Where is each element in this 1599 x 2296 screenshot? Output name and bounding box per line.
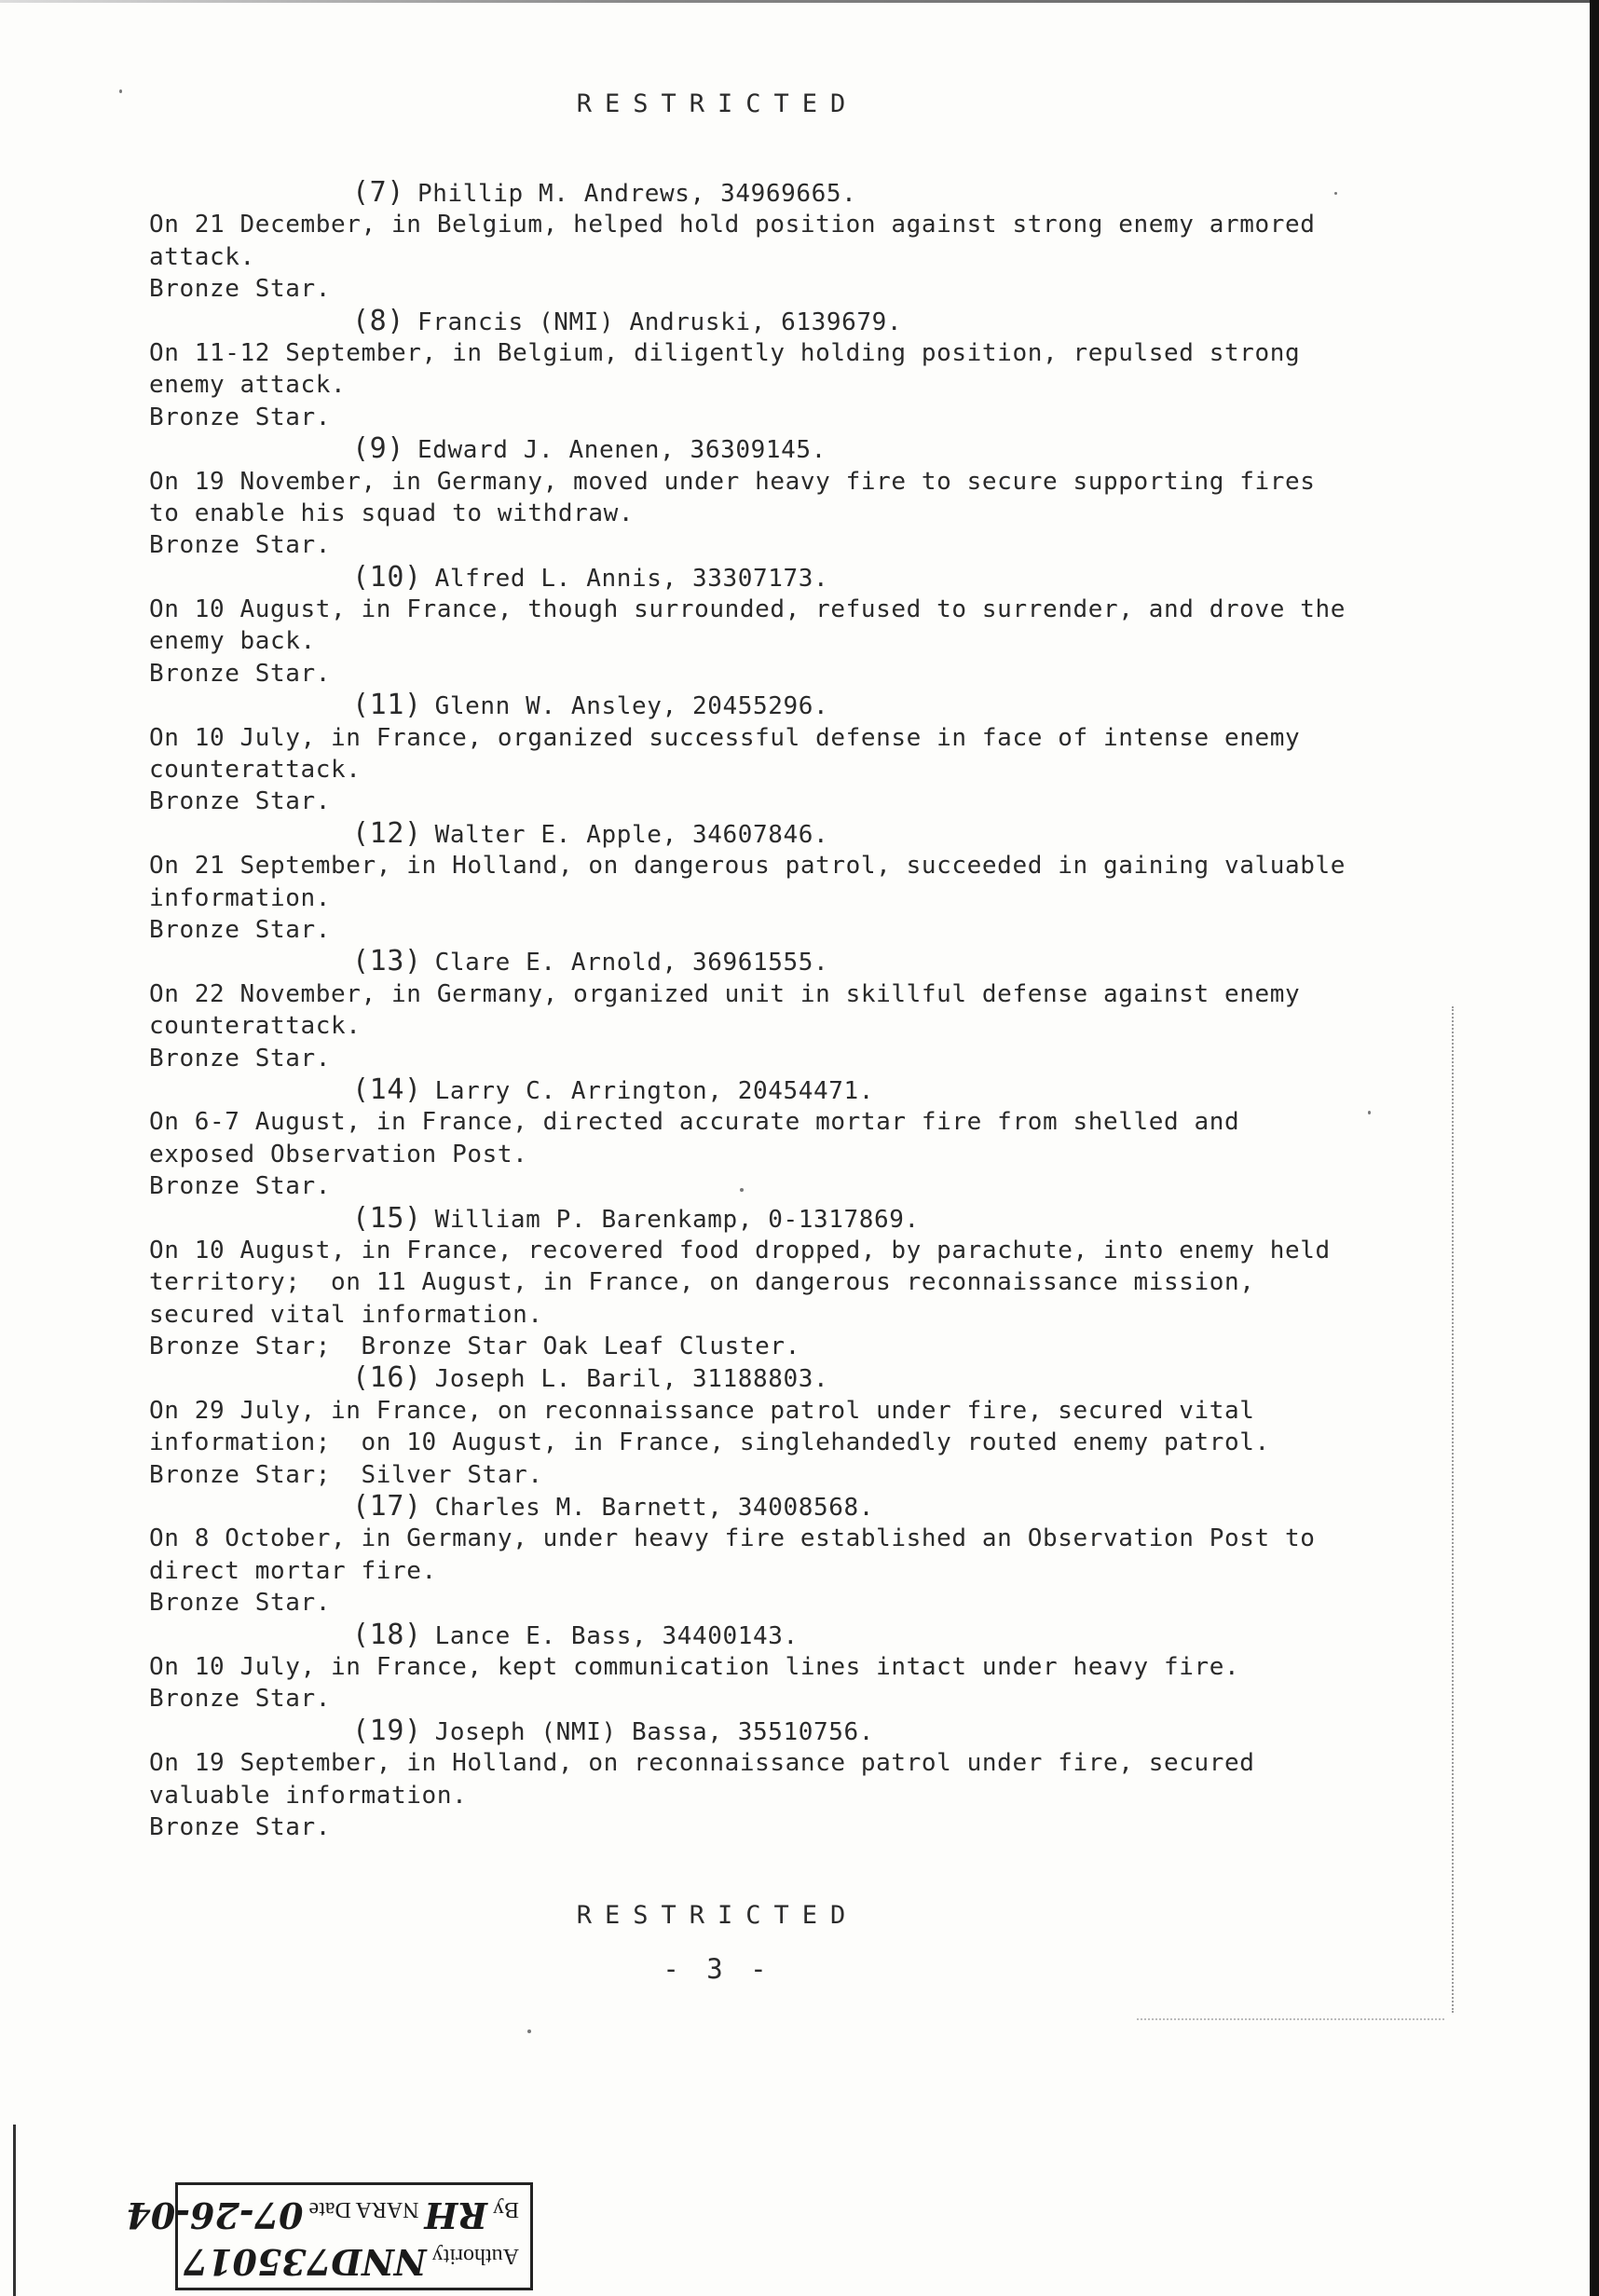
soldier-name-serial: Clare E. Arnold, 36961555. (434, 949, 829, 977)
citation-line: counterattack. (149, 1012, 362, 1041)
award-line: Bronze Star. (149, 1172, 332, 1201)
scan-speck (527, 2030, 531, 2033)
citation-line: counterattack. (149, 756, 362, 785)
citation-line: On 10 July, in France, kept communication lines intact under heavy fire. (149, 1652, 1240, 1681)
entry-number: (17) (352, 1490, 422, 1524)
declassification-stamp (126, 2182, 533, 2290)
entry-name-line (149, 690, 1398, 721)
stamp-date-line (126, 2189, 519, 2236)
scan-edge-left (13, 2125, 16, 2296)
entry-number: (12) (352, 816, 422, 850)
award-line: Bronze Star. (149, 403, 332, 431)
citation-line: On 11-12 September, in Belgium, diligently holding position, repulsed strong (149, 338, 1301, 367)
citation-line: to enable his squad to withdraw. (149, 499, 635, 527)
citation-line: On 10 July, in France, organized successful defense in face of intense enemy (149, 723, 1301, 752)
soldier-name-serial: William P. Barenkamp, 0-1317869. (434, 1205, 920, 1234)
citation-line: secured vital information. (149, 1300, 543, 1329)
award-entry (149, 818, 1398, 947)
citation-line: information. (149, 883, 332, 912)
entry-number: (8) (352, 304, 404, 337)
citation-line: information; on 10 August, in France, singlehandedly routed enemy patrol. (149, 1428, 1270, 1457)
award-entries (149, 177, 1398, 1843)
entry-number: (11) (352, 689, 422, 722)
entry-number: (14) (352, 1073, 422, 1106)
citation-line: On 10 August, in France, though surrounded, refused to surrender, and drove the (149, 595, 1346, 624)
award-line: Bronze Star. (149, 1812, 332, 1841)
citation-line: On 29 July, in France, on reconnaissance patrol under fire, secured vital (149, 1396, 1255, 1425)
citation-line: On 21 September, in Holland, on dangerous patrol, succeeded in gaining valuable (149, 852, 1346, 881)
citation-line: On 19 November, in Germany, moved under heavy fire to secure supporting fires (149, 467, 1316, 496)
award-line: Bronze Star; Bronze Star Oak Leaf Cluster. (149, 1332, 800, 1361)
restricted-footer: RESTRICTED (576, 1901, 859, 1930)
award-entry (149, 306, 1398, 434)
entry-name-line (149, 818, 1398, 850)
entry-name-line (149, 1074, 1398, 1106)
entry-name-line (149, 946, 1398, 977)
award-line: Bronze Star. (149, 1044, 332, 1073)
citation-line: On 22 November, in Germany, organized unit in skillful defense against enemy (149, 979, 1301, 1008)
entry-number: (10) (352, 560, 422, 594)
restricted-header: RESTRICTED (576, 89, 859, 118)
award-entry (149, 433, 1398, 562)
fold-line-right (1452, 1006, 1454, 2013)
stamp-authority-value: NND735017 (183, 2241, 427, 2283)
soldier-name-serial: Phillip M. Andrews, 34969665. (417, 180, 857, 208)
award-line: Bronze Star. (149, 1589, 332, 1618)
entry-name-line (149, 1715, 1398, 1747)
citation-line: enemy attack. (149, 371, 347, 400)
entry-name-line (149, 562, 1398, 594)
soldier-name-serial: Edward J. Anenen, 36309145. (417, 436, 827, 465)
citation-line: direct mortar fire. (149, 1556, 437, 1585)
stamp-authority-label: Authority (431, 2244, 519, 2268)
entry-name-line (149, 433, 1398, 465)
soldier-name-serial: Charles M. Barnett, 34008568. (434, 1494, 875, 1523)
citation-line: On 6-7 August, in France, directed accurate mortar fire from shelled and (149, 1108, 1240, 1137)
citation-line: attack. (149, 242, 255, 271)
award-line: Bronze Star. (149, 915, 332, 944)
soldier-name-serial: Alfred L. Annis, 33307173. (434, 564, 829, 593)
award-entry (149, 690, 1398, 818)
soldier-name-serial: Larry C. Arrington, 20454471. (434, 1076, 875, 1105)
citation-line: On 8 October, in Germany, under heavy fire established an Observation Post to (149, 1524, 1316, 1553)
entry-name-line (149, 1620, 1398, 1651)
award-entry (149, 562, 1398, 690)
scan-edge-right (1590, 0, 1599, 2296)
soldier-name-serial: Francis (NMI) Andruski, 6139679. (417, 308, 903, 336)
award-line: Bronze Star; Silver Star. (149, 1460, 543, 1489)
award-entry (149, 1715, 1398, 1844)
award-line: Bronze Star. (149, 275, 332, 304)
soldier-name-serial: Joseph L. Baril, 31188803. (434, 1365, 829, 1394)
award-entry (149, 1620, 1398, 1715)
stamp-nara-label: NARA Date (308, 2197, 419, 2221)
entry-number: (9) (352, 432, 404, 466)
soldier-name-serial: Joseph (NMI) Bassa, 35510756. (434, 1717, 875, 1746)
entry-number: (18) (352, 1618, 422, 1651)
citation-line: On 21 December, in Belgium, helped hold position against strong enemy armored (149, 211, 1316, 239)
soldier-name-serial: Lance E. Bass, 34400143. (434, 1621, 799, 1650)
stamp-by-value: RH (424, 2194, 487, 2236)
citation-line: territory; on 11 August, in France, on dangerous reconnaissance mission, (149, 1268, 1255, 1297)
entry-name-line (149, 1203, 1398, 1235)
stamp-by-label: By (492, 2197, 519, 2221)
award-entry (149, 177, 1398, 306)
entry-number: (15) (352, 1201, 422, 1235)
citation-line: valuable information. (149, 1781, 468, 1810)
entry-name-line (149, 177, 1398, 209)
soldier-name-serial: Glenn W. Ansley, 20455296. (434, 692, 829, 721)
entry-number: (13) (352, 945, 422, 978)
fold-line-bottom (1137, 2018, 1444, 2020)
award-entry (149, 1203, 1398, 1363)
citation-line: On 19 September, in Holland, on reconnaissance patrol under fire, secured (149, 1749, 1255, 1778)
award-line: Bronze Star. (149, 659, 332, 688)
entry-number: (7) (352, 176, 404, 209)
award-entry (149, 946, 1398, 1074)
citation-line: enemy back. (149, 627, 316, 656)
citation-line: On 10 August, in France, recovered food dropped, by parachute, into enemy held (149, 1236, 1331, 1264)
award-line: Bronze Star. (149, 531, 332, 560)
soldier-name-serial: Walter E. Apple, 34607846. (434, 820, 829, 849)
page-number: - 3 - (663, 1953, 772, 1985)
award-entry (149, 1491, 1398, 1620)
award-line: Bronze Star. (149, 787, 332, 816)
entry-name-line (149, 1491, 1398, 1523)
entry-number: (16) (352, 1361, 422, 1395)
entry-name-line (149, 306, 1398, 337)
stamp-authority-line (183, 2235, 519, 2283)
scan-edge-top (0, 0, 1590, 3)
stamp-date-value: 07-26-04 (126, 2194, 304, 2236)
citation-line: exposed Observation Post. (149, 1140, 528, 1168)
entry-name-line (149, 1362, 1398, 1394)
award-entry (149, 1074, 1398, 1203)
entry-number: (19) (352, 1714, 422, 1747)
award-line: Bronze Star. (149, 1685, 332, 1714)
award-entry (149, 1362, 1398, 1491)
